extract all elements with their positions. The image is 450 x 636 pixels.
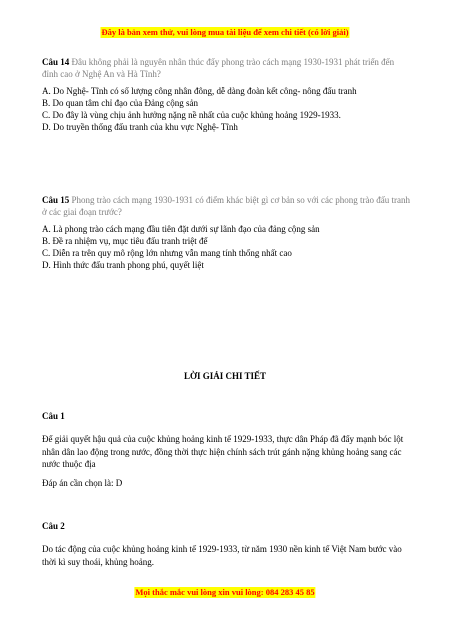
contact-banner: Mọi thắc mắc vui lòng xin vui lòng: 084 283 45 85 [135, 587, 315, 597]
question-14-option-b[interactable]: B. Do quan tâm chỉ đạo của Đảng cộng sản [42, 98, 198, 108]
question-15-option-c[interactable]: C. Diễn ra trên quy mô rộng lớn nhưng vẫn mang tính thống nhất cao [42, 248, 292, 258]
question-15-stem: Phong trào cách mạng 1930-1931 có điểm khác biệt gì cơ bản so với các phong trào đấu tranh ở các giai đoạn trước? [42, 195, 410, 217]
question-15-number: Câu 15 [42, 195, 70, 205]
question-14-stem: Đâu không phải là nguyên nhân thúc đẩy phong trào cách mạng 1930-1931 phát triển đến đỉnh cao ở Nghệ An và Hà Tĩnh? [42, 57, 395, 79]
question-14 [42, 56, 412, 133]
question-14-number: Câu 14 [42, 57, 70, 67]
question-15-option-a[interactable]: A. Là phong trào cách mạng đầu tiên đặt dưới sự lãnh đạo của đảng cộng sản [42, 224, 320, 234]
question-14-title [42, 56, 412, 80]
answer-1-heading: Câu 1 [42, 411, 65, 421]
question-14-option-d[interactable]: D. Do truyền thống đấu tranh của khu vực Nghệ- Tĩnh [42, 122, 238, 132]
preview-notice-banner: Đây là bản xem thử, vui lòng mua tài liệu để xem chi tiết (có lời giải) [101, 27, 349, 37]
question-14-option-c[interactable]: C. Do đây là vùng chịu ảnh hưởng nặng nề nhất của cuộc khủng hoảng 1929-1933. [42, 110, 341, 120]
answer-2-heading: Câu 2 [42, 521, 65, 531]
question-15 [42, 194, 412, 271]
answer-1-choice: Đáp án cần chọn là: D [42, 478, 123, 488]
answer-2-explanation: Do tác động của cuộc khủng hoảng kinh tế 1929-1933, từ năm 1930 nền kinh tế Việt Nam bước vào thời kì suy thoái, khủng hoảng. [42, 544, 402, 567]
section-title: LỜI GIẢI CHI TIẾT [183, 371, 267, 381]
question-15-option-d[interactable]: D. Hình thức đấu tranh phong phú, quyết liệt [42, 260, 204, 270]
answer-1-explanation: Để giải quyết hậu quả của cuộc khủng hoảng kinh tế 1929-1933, thực dân Pháp đã đẩy mạnh bóc lột nhân dân lao động trong nước, đồng thời thực hiện chính sách trút gánh nặng khủng hoảng sang các nước thuộc địa [42, 434, 404, 469]
question-14-option-a[interactable]: A. Do Nghệ- Tĩnh có số lượng công nhân đông, dễ dàng đoàn kết công- nông đấu tranh [42, 86, 357, 96]
question-15-option-b[interactable]: B. Đề ra nhiệm vụ, mục tiêu đấu tranh triệt để [42, 236, 208, 246]
question-15-title [42, 194, 412, 218]
